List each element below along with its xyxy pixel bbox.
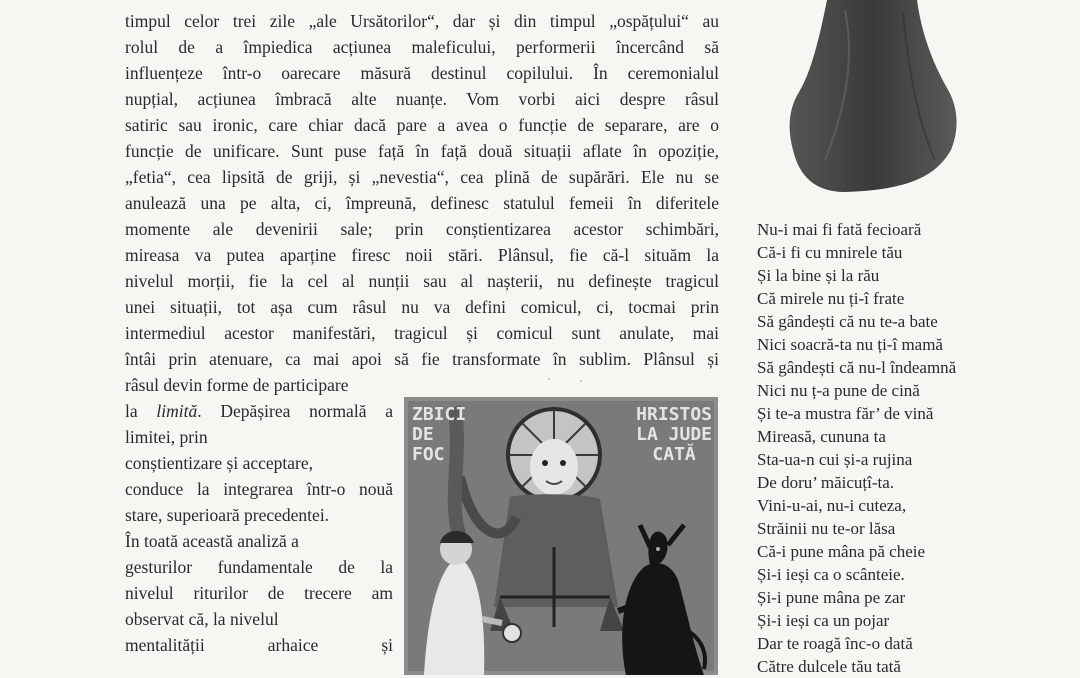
poem-line: De doru’ măicuțî-ta. (757, 473, 895, 492)
text-line: gesturilor fundamentale de la (125, 557, 393, 577)
axe-illustration (785, 0, 965, 195)
text-line: intermediul acestor manifestări, tragicul și comicul sunt anulate, mai (125, 323, 719, 343)
text-line (125, 399, 393, 423)
text-line: stare, superioară precedentei. (125, 505, 330, 525)
poem-line: Nici soacră-ta nu ți-î mamă (757, 335, 943, 354)
poem-line: Nici nu ț-a pune de cină (757, 381, 920, 400)
poem-line: Mireasă, cununa ta (757, 427, 886, 446)
text-line: momente ale devenirii sale; prin conștientizarea acestor schimbări, (125, 219, 719, 239)
text-fragment: . Depășirea normală a (197, 401, 393, 421)
text-line: limitei, prin (125, 427, 208, 447)
poem-line: Străinii nu te-or lăsa (757, 519, 896, 538)
poem-line: Că-i fi cu mnirele tău (757, 243, 903, 262)
text-line: nivelul riturilor de trecere am (125, 583, 393, 603)
poem-line: Și la bine și la rău (757, 266, 880, 285)
poem-line: Și te-a mustra făr’ de vină (757, 404, 934, 423)
inscription-line: FOC (412, 444, 445, 465)
text-line: unei situații, tot așa cum râsul nu va defini comicul, ci, tocmai prin (125, 297, 719, 317)
text-line: funcție de unificare. Sunt puse față în față două situații aflate în opoziție, (125, 141, 719, 161)
text-line: influențeze într-o oarecare măsură destinul copilului. În ceremonialul (125, 63, 719, 83)
text-line: nupțial, acțiunea îmbracă alte nuanțe. Vom vorbi aici despre râsul (125, 89, 719, 109)
text-line: satiric sau ironic, care chiar dacă pare a avea o funcție de separare, are o (125, 115, 719, 135)
poem-line: Și-i ieși ca o scânteie. (757, 565, 905, 584)
text-line: mireasa va putea aparține firesc noii stări. Plânsul, fie că-l situăm la (125, 245, 719, 265)
icon-painting-photo (404, 397, 718, 675)
poem-line: Nu-i mai fi fată fecioară (757, 220, 922, 239)
inscription-line: CATĂ (652, 444, 696, 465)
poem-line: Către dulcele tău tată (757, 657, 901, 676)
inscription-line: ZBICI (412, 404, 467, 425)
inscription-line: LA JUDE (636, 424, 712, 445)
text-line: În toată această analiză a (125, 531, 299, 551)
inscription-line: DE (412, 424, 434, 445)
text-fragment: la (125, 401, 157, 421)
axe-photo (785, 0, 965, 195)
text-line: rolul de a împiedica acțiunea maleficului, performerii încercând să (125, 37, 719, 57)
inscription-line: HRISTOS (636, 404, 712, 425)
poem-line: Vini-u-ai, nu-i cuteza, (757, 496, 907, 515)
text-line: observat că, la nivelul (125, 609, 279, 629)
poem-line: Să gândești că nu-l îndeamnă (757, 358, 957, 377)
poem-line: Și-i ieși ca un pojar (757, 611, 890, 630)
text-line: nivelul morții, fie la cel al nunții sau al nașterii, nu definește tragicul (125, 271, 719, 291)
poem-line: Dar te roagă înc-o dată (757, 634, 913, 653)
text-line: râsul devin forme de participare (125, 375, 349, 395)
icon-inscription-right (636, 405, 712, 465)
text-line: „fetia“, cea lipsită de griji, și „nevestia“, cea plină de supărări. Ele nu se (125, 167, 719, 187)
icon-inscription-left (412, 405, 466, 465)
text-line: conduce la integrarea într-o nouă (125, 479, 393, 499)
poem-line: Că mirele nu ți-î frate (757, 289, 905, 308)
poem-line: Să gândești că nu te-a bate (757, 312, 938, 331)
text-line: conștientizare și acceptare, (125, 453, 314, 473)
poem-line: Că-i pune mâna pă cheie (757, 542, 926, 561)
text-line: timpul celor trei zile „ale Ursătorilor“, dar și din timpul „ospățului“ au (125, 11, 719, 31)
scan-speck (580, 380, 582, 382)
text-line: mentalității arhaice și (125, 635, 393, 655)
poem-line: Și-i pune mâna pe zar (757, 588, 906, 607)
text-line: anulează una pe alta, ci, împreună, definesc statulul femeii în diferitele (125, 193, 719, 213)
text-line: întâi prin atenuare, ca mai apoi să fie transformate în sublim. Plânsul și (125, 349, 719, 369)
poem-line: Sta-ua-n cui și-a rujina (757, 450, 913, 469)
scan-speck (548, 378, 550, 380)
italic-term: limită (156, 401, 198, 421)
